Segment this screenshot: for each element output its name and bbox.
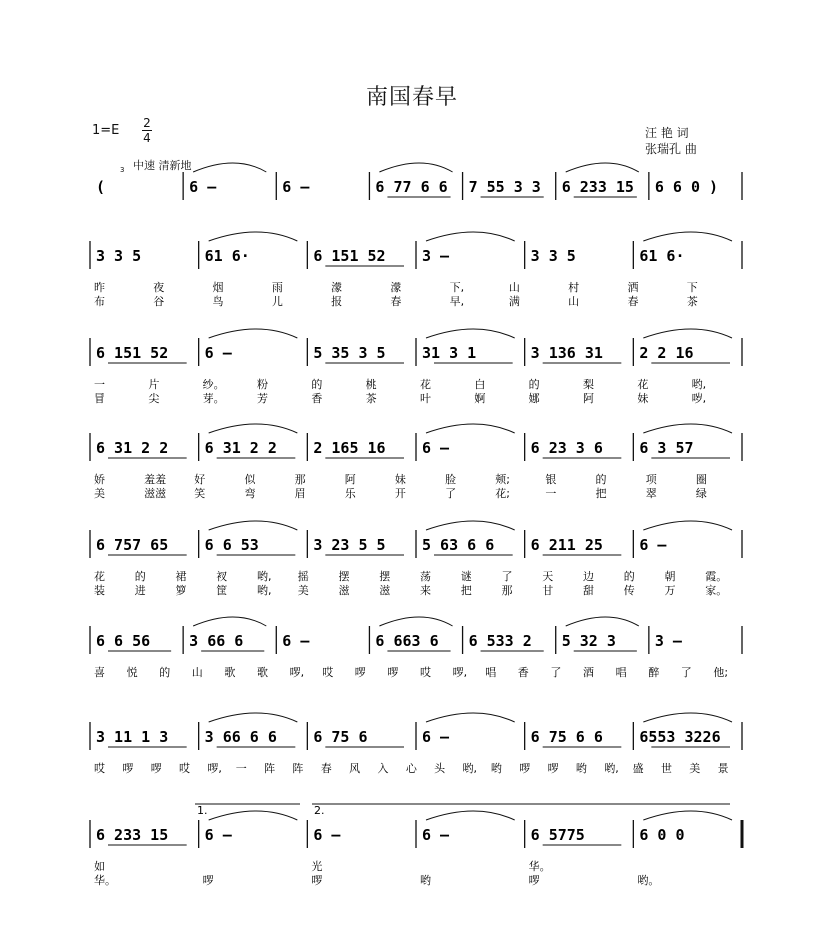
lyric-syllable: 啰, <box>452 666 468 679</box>
lyric-syllable: 衩 <box>216 570 228 583</box>
measure-notes: 3 66 6 6 <box>204 728 277 746</box>
measure-notes: 5 32 3 <box>561 632 616 650</box>
measure-notes: 6 75 6 <box>313 728 368 746</box>
slur-arc <box>643 713 732 722</box>
slur-arc <box>209 329 298 338</box>
measure-notes: 3 136 31 <box>530 344 603 362</box>
lyric-syllable: 霞。 <box>705 570 728 583</box>
lyric-syllable: 山 <box>568 295 580 308</box>
measure-notes: 6 3 57 <box>639 439 694 457</box>
lyric-syllable: 粉 <box>257 378 268 391</box>
lyric-syllable: 啰 <box>528 874 540 887</box>
lyric-syllable: 哟 <box>575 762 587 775</box>
time-sig-top: 2 <box>143 116 151 130</box>
lyric-syllable: 啰 <box>519 762 531 775</box>
lyric-syllable: 家。 <box>705 584 728 597</box>
lyric-syllable: 的 <box>528 378 540 391</box>
lyric-syllable: 哎 <box>179 762 191 775</box>
lyric-syllable: 夜 <box>153 281 165 294</box>
measure-notes: 6 – <box>204 826 232 844</box>
lyric-syllable: 妹 <box>637 392 649 405</box>
lyric-syllable: 装 <box>94 584 105 597</box>
lyric-syllable: 雨 <box>271 281 283 294</box>
lyric-syllable: 阿 <box>583 392 594 405</box>
lyric-syllable: 好 <box>194 473 206 486</box>
lyric-syllable: 哟, <box>257 570 272 583</box>
lyric-syllable: 羞羞 <box>144 473 167 486</box>
lyric-syllable: 儿 <box>271 295 283 308</box>
lyric-syllable: 醉 <box>648 666 660 679</box>
lyric-syllable: 娜 <box>528 392 540 405</box>
slur-arc <box>643 329 732 338</box>
measure-notes: 2 165 16 <box>313 439 386 457</box>
lyric-syllable: 哟, <box>257 584 272 597</box>
lyric-syllable: 芳 <box>257 392 268 405</box>
lyric-syllable: 弯 <box>244 487 256 500</box>
lyric-syllable: 似 <box>244 473 256 486</box>
lyric-syllable: 眉 <box>294 487 306 500</box>
lyric-syllable: 了 <box>680 666 692 679</box>
slur-arc <box>209 811 298 820</box>
lyric-syllable: 香 <box>311 392 323 405</box>
lyric-syllable: 哟 <box>420 874 431 887</box>
measure-notes: 6 – <box>282 178 310 196</box>
lyric-syllable: 美 <box>297 584 309 597</box>
lyric-syllable: 叶 <box>420 392 431 405</box>
lyric-syllable: 滋 <box>379 584 391 597</box>
lyric-syllable: 山 <box>191 666 203 679</box>
lyric-syllable: 哎 <box>420 666 431 679</box>
lyric-syllable: 翠 <box>645 487 657 500</box>
lyric-syllable: 哎 <box>322 666 334 679</box>
measure-notes: 6 – <box>204 344 232 362</box>
time-sig-bottom: 4 <box>143 131 151 145</box>
measure-notes: 61 6· <box>204 247 250 265</box>
lyric-syllable: 把 <box>460 584 472 597</box>
lyric-syllable: 酒 <box>583 666 594 679</box>
key-signature: 1=E <box>92 123 120 138</box>
slur-arc <box>209 232 298 241</box>
lyric-syllable: 把 <box>595 487 607 500</box>
lyric-syllable: 啰 <box>547 762 559 775</box>
measure-notes: 6 5775 <box>530 826 585 844</box>
lyric-syllable: 昨 <box>94 281 105 294</box>
measure-notes: 31 3 1 <box>422 344 477 362</box>
measure-notes: 3 – <box>654 632 682 650</box>
measure-notes: 6 – <box>313 826 341 844</box>
slur-arc <box>643 424 732 433</box>
lyric-syllable: 他; <box>713 666 729 679</box>
lyric-syllable: 哟, <box>691 378 707 391</box>
slur-arc <box>643 521 732 530</box>
lyric-syllable: 妹 <box>394 473 406 486</box>
measure-notes: 6 6 56 <box>96 632 151 650</box>
lyric-syllable: 的 <box>159 666 171 679</box>
measure-notes: 6 663 6 <box>375 632 439 650</box>
measure-notes: 6553 3226 <box>639 728 721 746</box>
measure-notes: ( <box>96 178 106 196</box>
measure-notes: 6 – <box>422 728 450 746</box>
measure-notes: 6 151 52 <box>96 344 169 362</box>
lyric-syllable: 报 <box>331 295 343 308</box>
lyric-syllable: 头 <box>434 762 446 775</box>
lyric-syllable: 香 <box>517 666 529 679</box>
lyric-syllable: 歌 <box>257 666 268 679</box>
lyric-syllable: 花 <box>637 378 649 391</box>
lyric-syllable: 脸 <box>445 473 457 486</box>
lyric-syllable: 尖 <box>148 392 160 405</box>
lyric-syllable: 啰, <box>207 762 222 775</box>
lyric-syllable: 梨 <box>583 378 594 391</box>
lyric-syllable: 边 <box>583 570 594 583</box>
lyric-syllable: 世 <box>660 762 672 775</box>
composer-credit: 张瑞孔 曲 <box>645 142 697 156</box>
lyric-syllable: 茶 <box>686 295 698 308</box>
lyric-syllable: 笑 <box>194 487 206 500</box>
lyric-syllable: 谷 <box>153 295 165 308</box>
lyric-syllable: 烟 <box>212 281 224 294</box>
lyric-syllable: 项 <box>645 473 657 486</box>
lyric-syllable: 哎 <box>94 762 105 775</box>
measure-notes: 6 6 0 ) <box>654 178 719 196</box>
lyric-syllable: 那 <box>501 584 513 597</box>
measure-notes: 6 23 3 6 <box>530 439 603 457</box>
lyric-syllable: 满 <box>508 295 520 308</box>
lyric-syllable: 芽。 <box>202 392 225 405</box>
slur-arc <box>426 811 515 820</box>
slur-arc <box>426 232 515 241</box>
slur-arc <box>379 617 452 626</box>
slur-arc <box>379 163 452 172</box>
lyric-syllable: 早, <box>449 295 465 308</box>
measure-notes: 6 – <box>422 826 450 844</box>
lyric-syllable: 下 <box>686 281 698 294</box>
lyric-syllable: 春 <box>627 295 639 308</box>
lyric-syllable: 了 <box>445 487 457 500</box>
slur-arc <box>426 424 515 433</box>
lyric-syllable: 唱 <box>485 666 497 679</box>
lyric-syllable: 进 <box>134 584 146 597</box>
lyric-syllable: 摆 <box>379 570 391 583</box>
lyric-syllable: 哟, <box>462 762 478 775</box>
lyric-syllable: 婀 <box>474 392 486 405</box>
volta-2-label: 2. <box>314 804 325 817</box>
lyricist-credit: 汪 艳 词 <box>645 126 689 140</box>
slur-arc <box>643 232 732 241</box>
lyric-syllable: 哕, <box>691 392 707 405</box>
slur-arc <box>566 617 639 626</box>
lyric-syllable: 山 <box>508 281 520 294</box>
measure-notes: 6 6 53 <box>204 536 259 554</box>
lyric-syllable: 传 <box>623 584 635 597</box>
lyric-syllable: 花 <box>420 378 431 391</box>
lyric-syllable: 的 <box>311 378 323 391</box>
lyric-syllable: 一 <box>94 378 105 391</box>
lyric-syllable: 啰 <box>311 874 323 887</box>
lyric-syllable: 圈 <box>695 473 707 486</box>
lyric-syllable: 摇 <box>297 570 309 583</box>
measure-notes: 5 35 3 5 <box>313 344 386 362</box>
measure-notes: 6 151 52 <box>313 247 386 265</box>
lyric-syllable: 的 <box>595 473 607 486</box>
slur-arc <box>193 163 266 172</box>
measure-notes: 6 – <box>422 439 450 457</box>
measure-notes: 7 55 3 3 <box>468 178 541 196</box>
volta-1-label: 1. <box>197 804 208 817</box>
lyric-syllable: 喜 <box>94 666 105 679</box>
measure-notes: 6 233 15 <box>561 178 634 196</box>
lyric-syllable: 景 <box>717 762 729 775</box>
lyric-syllable: 开 <box>394 487 406 500</box>
measure-notes: 3 11 1 3 <box>96 728 169 746</box>
lyric-syllable: 筐 <box>216 584 228 597</box>
measure-notes: 3 3 5 <box>530 247 576 265</box>
ornament-number: 3 <box>120 166 125 174</box>
slur-arc <box>566 163 639 172</box>
lyric-syllable: 华。 <box>528 860 551 873</box>
lyric-syllable: 滋 <box>338 584 350 597</box>
lyric-syllable: 鸟 <box>212 295 224 308</box>
tempo-marking: 中速 清新地 <box>133 159 192 172</box>
slur-arc <box>426 713 515 722</box>
slur-arc <box>209 521 298 530</box>
song-title: 南国春早 <box>365 85 458 110</box>
measure-notes: 6 – <box>639 536 667 554</box>
lyric-syllable: 盛 <box>632 762 644 775</box>
lyric-syllable: 风 <box>349 762 361 775</box>
lyric-syllable: 如 <box>94 860 105 873</box>
measure-notes: 2 2 16 <box>639 344 694 362</box>
lyric-syllable: 摆 <box>338 570 350 583</box>
lyric-syllable: 甘 <box>542 584 554 597</box>
lyric-syllable: 箩 <box>175 584 187 597</box>
measure-notes: 6 757 65 <box>96 536 169 554</box>
lyric-syllable: 阵 <box>264 762 276 775</box>
lyric-syllable: 天 <box>542 570 554 583</box>
measure-notes: 61 6· <box>639 247 685 265</box>
slur-arc <box>426 329 515 338</box>
slur-arc <box>426 521 515 530</box>
lyric-syllable: 啰 <box>202 874 214 887</box>
lyric-syllable: 濛 <box>331 281 343 294</box>
lyric-syllable: 裙 <box>175 570 187 583</box>
lyric-syllable: 悦 <box>126 666 138 679</box>
measure-notes: 3 – <box>422 247 450 265</box>
lyric-syllable: 白 <box>474 378 486 391</box>
lyric-syllable: 春 <box>390 295 402 308</box>
lyric-syllable: 歌 <box>224 666 236 679</box>
lyric-syllable: 一 <box>235 762 247 775</box>
lyric-syllable: 绿 <box>695 487 707 500</box>
lyric-syllable: 啰, <box>289 666 305 679</box>
lyric-syllable: 朝 <box>664 570 676 583</box>
measure-notes: 6 – <box>189 178 217 196</box>
lyric-syllable: 滋滋 <box>144 487 167 500</box>
lyric-syllable: 啰 <box>122 762 134 775</box>
lyric-syllable: 村 <box>568 281 580 294</box>
lyric-syllable: 万 <box>664 584 676 597</box>
measure-notes: 3 3 5 <box>96 247 142 265</box>
measure-notes: 6 31 2 2 <box>96 439 169 457</box>
lyric-syllable: 桃 <box>365 378 377 391</box>
slur-arc <box>209 713 298 722</box>
lyric-syllable: 濛 <box>390 281 402 294</box>
lyric-syllable: 茶 <box>365 392 377 405</box>
lyric-syllable: 阿 <box>344 473 356 486</box>
lyric-syllable: 了 <box>501 570 513 583</box>
measure-notes: 6 0 0 <box>639 826 685 844</box>
lyric-syllable: 纱。 <box>202 378 225 391</box>
lyric-syllable: 花; <box>495 487 510 500</box>
lyric-syllable: 乐 <box>344 487 356 500</box>
slur-arc <box>193 617 266 626</box>
lyric-syllable: 的 <box>134 570 146 583</box>
measure-notes: 6 77 6 6 <box>375 178 448 196</box>
slur-arc <box>209 424 298 433</box>
measure-notes: 6 31 2 2 <box>204 439 277 457</box>
measure-notes: 6 75 6 6 <box>530 728 603 746</box>
measure-notes: 5 63 6 6 <box>422 536 495 554</box>
lyric-syllable: 甜 <box>583 584 594 597</box>
measure-notes: 6 533 2 <box>468 632 532 650</box>
lyric-syllable: 啰 <box>354 666 366 679</box>
measure-notes: 6 233 15 <box>96 826 169 844</box>
lyric-syllable: 片 <box>148 378 160 391</box>
lyric-syllable: 哟, <box>604 762 619 775</box>
measure-notes: 3 66 6 <box>189 632 244 650</box>
lyric-syllable: 华。 <box>94 874 116 887</box>
lyric-syllable: 春 <box>320 762 332 775</box>
lyric-syllable: 的 <box>623 570 635 583</box>
lyric-syllable: 银 <box>545 473 557 486</box>
lyric-syllable: 来 <box>420 584 431 597</box>
lyric-syllable: 入 <box>377 762 389 775</box>
lyric-syllable: 哟 <box>490 762 502 775</box>
lyric-syllable: 荡 <box>420 570 431 583</box>
lyric-syllable: 哟。 <box>637 874 660 887</box>
lyric-syllable: 娇 <box>94 473 105 486</box>
lyric-syllable: 那 <box>294 473 306 486</box>
lyric-syllable: 谜 <box>460 570 472 583</box>
measure-notes: 6 – <box>282 632 310 650</box>
lyric-syllable: 阵 <box>292 762 304 775</box>
lyric-syllable: 唱 <box>615 666 627 679</box>
lyric-syllable: 洒 <box>627 281 639 294</box>
measure-notes: 3 23 5 5 <box>313 536 386 554</box>
lyric-syllable: 心 <box>405 762 417 775</box>
lyric-syllable: 美 <box>94 487 105 500</box>
measure-notes: 6 211 25 <box>530 536 603 554</box>
lyric-syllable: 一 <box>545 487 557 500</box>
lyric-syllable: 下, <box>449 281 465 294</box>
lyric-syllable: 美 <box>689 762 701 775</box>
lyric-syllable: 了 <box>550 666 562 679</box>
lyric-syllable: 冒 <box>94 392 105 405</box>
lyric-syllable: 啰 <box>150 762 162 775</box>
slur-arc <box>643 811 732 820</box>
lyric-syllable: 颊; <box>495 473 510 486</box>
lyric-syllable: 布 <box>94 295 105 308</box>
lyric-syllable: 啰 <box>387 666 399 679</box>
lyric-syllable: 花 <box>94 570 105 583</box>
lyric-syllable: 光 <box>311 860 323 873</box>
